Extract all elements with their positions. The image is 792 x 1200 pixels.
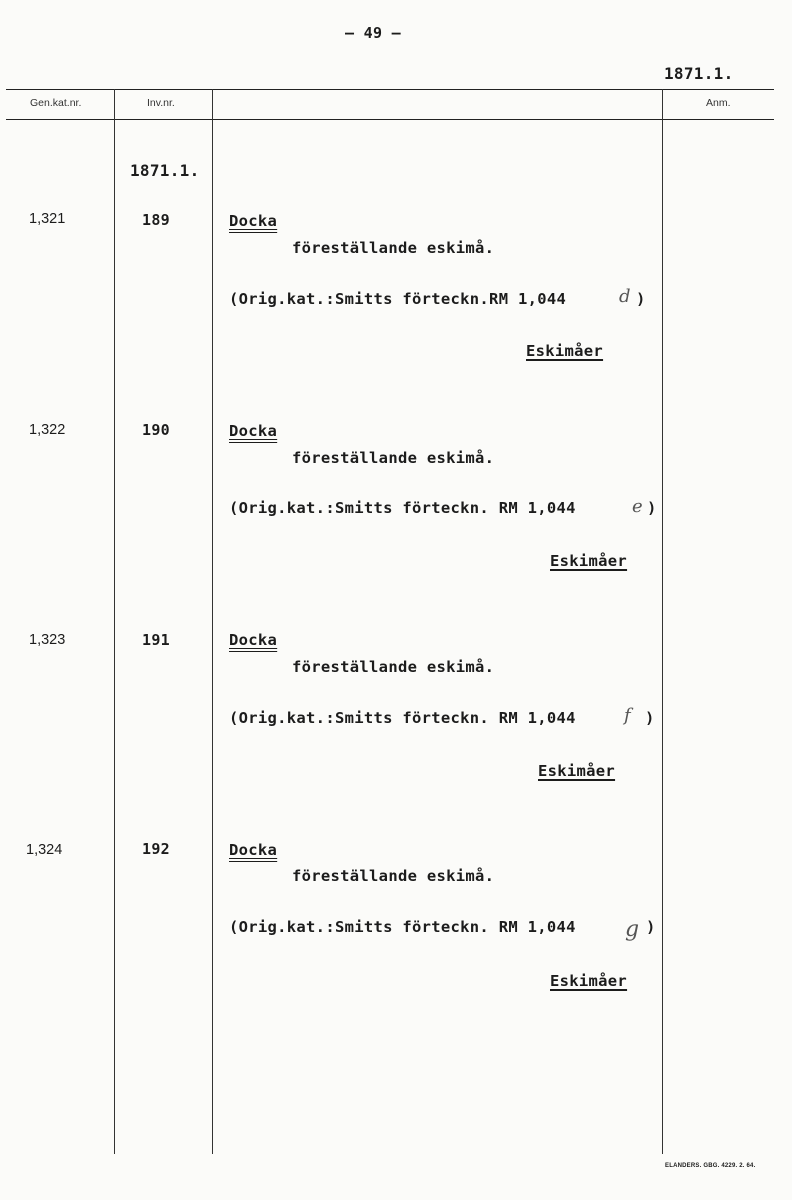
- entry-group: Eskimåer: [550, 972, 628, 990]
- entry-description: föreställande eskimå.: [292, 449, 495, 467]
- top-right-label: 1871.1.: [664, 64, 734, 83]
- entry-description: föreställande eskimå.: [292, 658, 495, 676]
- column-header-anm: Anm.: [706, 97, 731, 109]
- header-bottom-rule: [6, 119, 774, 120]
- column-rule-1: [114, 89, 115, 1154]
- header-top-rule: [6, 89, 774, 90]
- entry-title: Docka: [229, 841, 278, 859]
- entry-group: Eskimåer: [538, 762, 616, 780]
- inv-nr: 189: [142, 211, 170, 229]
- entry-reference: (Orig.kat.:Smitts förteckn.RM 1,044: [229, 290, 567, 308]
- printer-mark: ELANDERS. GBG. 4229. 2. 64.: [665, 1163, 756, 1169]
- inv-nr: 191: [142, 631, 170, 649]
- entry-group: Eskimåer: [550, 552, 628, 570]
- gen-kat-nr: 1,324: [26, 842, 63, 858]
- entry-title: Docka: [229, 631, 278, 649]
- entry-reference: (Orig.kat.:Smitts förteckn. RM 1,044: [229, 709, 576, 727]
- inv-nr: 190: [142, 421, 170, 439]
- handwritten-letter: f: [624, 705, 631, 726]
- inv-nr: 192: [142, 840, 170, 858]
- reference-close: ): [647, 499, 657, 517]
- entry-title: Docka: [229, 422, 278, 440]
- gen-kat-nr: 1,321: [29, 211, 66, 227]
- entry-description: föreställande eskimå.: [292, 239, 495, 257]
- handwritten-letter: e: [632, 496, 643, 517]
- gen-kat-nr: 1,322: [29, 422, 66, 438]
- page-number: — 49 —: [345, 24, 401, 42]
- section-label: 1871.1.: [130, 161, 200, 180]
- reference-close: ): [636, 290, 646, 308]
- gen-kat-nr: 1,323: [29, 632, 66, 648]
- column-rule-2: [212, 89, 213, 1154]
- handwritten-letter: d: [619, 286, 631, 307]
- reference-close: ): [646, 918, 656, 936]
- entry-reference: (Orig.kat.:Smitts förteckn. RM 1,044: [229, 499, 576, 517]
- entry-title: Docka: [229, 212, 278, 230]
- handwritten-letter: g: [625, 917, 640, 942]
- entry-description: föreställande eskimå.: [292, 867, 495, 885]
- column-header-gen-kat-nr: Gen.kat.nr.: [30, 97, 82, 109]
- entry-reference: (Orig.kat.:Smitts förteckn. RM 1,044: [229, 918, 576, 936]
- reference-close: ): [645, 709, 655, 727]
- entry-group: Eskimåer: [526, 342, 604, 360]
- column-rule-3: [662, 89, 663, 1154]
- column-header-inv-nr: Inv.nr.: [147, 97, 175, 109]
